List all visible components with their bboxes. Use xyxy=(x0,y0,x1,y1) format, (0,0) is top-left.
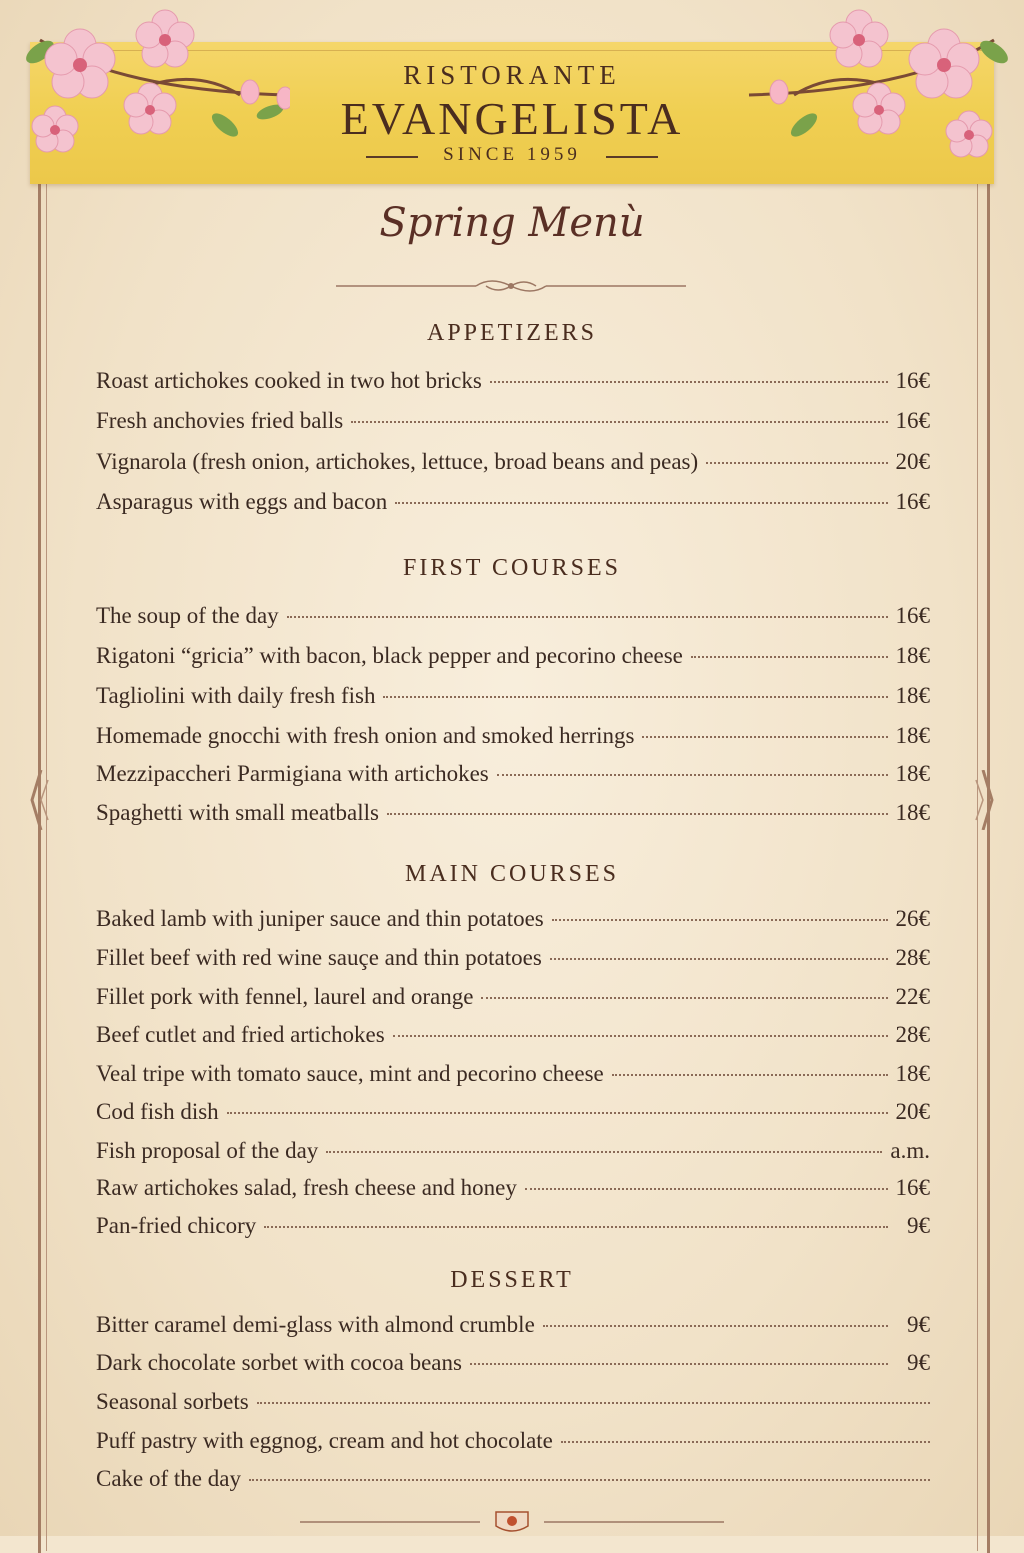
menu-item xyxy=(96,723,930,755)
menu-item-price: 16€ xyxy=(895,368,930,393)
page-title: Spring Menù xyxy=(379,200,645,246)
dot-leader xyxy=(543,1325,888,1327)
menu-item-name: Tagliolini with daily fresh fish xyxy=(96,683,376,708)
menu-item-price: 18€ xyxy=(895,1061,930,1086)
menu-item-price: 16€ xyxy=(895,603,930,628)
menu-item-name: Cod fish dish xyxy=(96,1099,219,1124)
menu-item-name: Fish proposal of the day xyxy=(96,1138,319,1163)
menu-item-price: 9€ xyxy=(907,1312,930,1337)
menu-item-name: Beef cutlet and fried artichokes xyxy=(96,1022,385,1047)
menu-item-name: Puff pastry with eggnog, cream and hot chocolate xyxy=(96,1428,553,1453)
dot-leader xyxy=(490,381,888,383)
menu-item-price: 18€ xyxy=(895,723,930,748)
menu-item-price: 28€ xyxy=(895,945,930,970)
dot-leader xyxy=(395,502,887,504)
menu-item-price: 26€ xyxy=(895,906,930,931)
menu-item-name: Vignarola (fresh onion, artichokes, lettuce, broad beans and peas) xyxy=(96,449,699,474)
menu-item xyxy=(96,1428,930,1460)
menu-item-price: 9€ xyxy=(907,1350,930,1375)
dot-leader xyxy=(351,421,887,423)
menu-item-price: 9€ xyxy=(907,1213,930,1238)
dot-leader xyxy=(497,774,888,776)
section-title: DESSERT xyxy=(450,1267,574,1293)
dot-leader xyxy=(249,1479,930,1481)
menu-item-price: 18€ xyxy=(895,761,930,786)
menu-item xyxy=(96,1312,930,1344)
menu-item-name: Bitter caramel demi-glass with almond crumble xyxy=(96,1312,535,1337)
menu-item-name: Asparagus with eggs and bacon xyxy=(96,489,388,514)
section-title: MAIN COURSES xyxy=(404,861,620,887)
dot-leader xyxy=(227,1112,888,1114)
menu-item xyxy=(96,1350,930,1382)
dot-leader xyxy=(481,997,887,999)
menu-item-name: Mezzipaccheri Parmigiana with artichokes xyxy=(96,761,489,786)
dot-leader xyxy=(552,919,888,921)
dot-leader xyxy=(642,736,887,738)
menu-item xyxy=(96,984,930,1016)
menu-item-price: 18€ xyxy=(895,800,930,825)
dot-leader xyxy=(525,1188,888,1190)
menu-item-name: Raw artichokes salad, fresh cheese and honey xyxy=(96,1175,517,1200)
menu-item-price: 18€ xyxy=(895,643,930,668)
menu-item-name: Pan-fried chicory xyxy=(96,1213,257,1238)
dot-leader xyxy=(387,813,888,815)
dot-leader xyxy=(383,696,887,698)
menu-item xyxy=(96,603,930,635)
border-ornament-left xyxy=(28,770,54,830)
dot-leader xyxy=(264,1226,888,1228)
dot-leader xyxy=(393,1035,888,1037)
menu-item xyxy=(96,761,930,793)
border-ornament-right xyxy=(970,770,996,830)
menu-item-name: Veal tripe with tomato sauce, mint and pecorino cheese xyxy=(96,1061,604,1086)
menu-item-name: Rigatoni “gricia” with bacon, black pepper and pecorino cheese xyxy=(96,643,683,668)
menu-item xyxy=(96,1389,930,1421)
dot-leader xyxy=(470,1363,888,1365)
menu-item-name: Fillet pork with fennel, laurel and orange xyxy=(96,984,474,1009)
menu-item xyxy=(96,368,930,400)
menu-item-price: 22€ xyxy=(895,984,930,1009)
menu-item xyxy=(96,449,930,481)
footer-emblem-icon xyxy=(300,1508,724,1536)
dot-leader xyxy=(287,616,888,618)
menu-item-name: Fillet beef with red wine sauçe and thin potatoes xyxy=(96,945,542,970)
menu-item-price: 28€ xyxy=(895,1022,930,1047)
dot-leader xyxy=(612,1074,888,1076)
menu-item-price: 18€ xyxy=(895,683,930,708)
menu-item xyxy=(96,489,930,521)
menu-item-price: a.m. xyxy=(890,1138,930,1163)
menu-item xyxy=(96,1022,930,1054)
menu-item-name: Seasonal sorbets xyxy=(96,1389,249,1414)
since-year: SINCE 1959 xyxy=(443,144,581,165)
menu-item xyxy=(96,1466,930,1498)
menu-item-price: 16€ xyxy=(895,408,930,433)
menu-item-name: Homemade gnocchi with fresh onion and smoked herrings xyxy=(96,723,635,748)
section-title: APPETIZERS xyxy=(426,320,597,346)
menu-item xyxy=(96,1138,930,1170)
dot-leader xyxy=(691,656,888,658)
menu-item-name: Fresh anchovies fried balls xyxy=(96,408,344,433)
divider-line xyxy=(606,156,658,158)
flourish-divider-icon xyxy=(336,274,686,298)
menu-item-name: Dark chocolate sorbet with cocoa beans xyxy=(96,1350,462,1375)
menu-item xyxy=(96,1099,930,1131)
menu-item xyxy=(96,800,930,832)
menu-item-name: Spaghetti with small meatballs xyxy=(96,800,379,825)
dot-leader xyxy=(550,958,888,960)
menu-item xyxy=(96,408,930,440)
menu-item xyxy=(96,1175,930,1207)
dot-leader xyxy=(706,462,887,464)
section-title: FIRST COURSES xyxy=(403,555,621,581)
menu-item-price: 16€ xyxy=(895,489,930,514)
menu-item xyxy=(96,643,930,675)
dot-leader xyxy=(257,1402,930,1404)
menu-item-name: Baked lamb with juniper sauce and thin potatoes xyxy=(96,906,544,931)
menu-item-price: 20€ xyxy=(895,449,930,474)
menu-item xyxy=(96,1213,930,1245)
menu-item xyxy=(96,906,930,938)
menu-item-price: 16€ xyxy=(895,1175,930,1200)
menu-item-name: Cake of the day xyxy=(96,1466,241,1491)
menu-item xyxy=(96,683,930,715)
menu-item xyxy=(96,945,930,977)
menu-item-name: The soup of the day xyxy=(96,603,279,628)
dot-leader xyxy=(561,1441,930,1443)
brand-name: EVANGELISTA xyxy=(340,93,684,144)
menu-item-name: Roast artichokes cooked in two hot bricks xyxy=(96,368,482,393)
dot-leader xyxy=(326,1151,882,1153)
menu-item-price: 20€ xyxy=(895,1099,930,1124)
menu-item xyxy=(96,1061,930,1093)
brand-subtitle: RISTORANTE xyxy=(403,60,621,90)
